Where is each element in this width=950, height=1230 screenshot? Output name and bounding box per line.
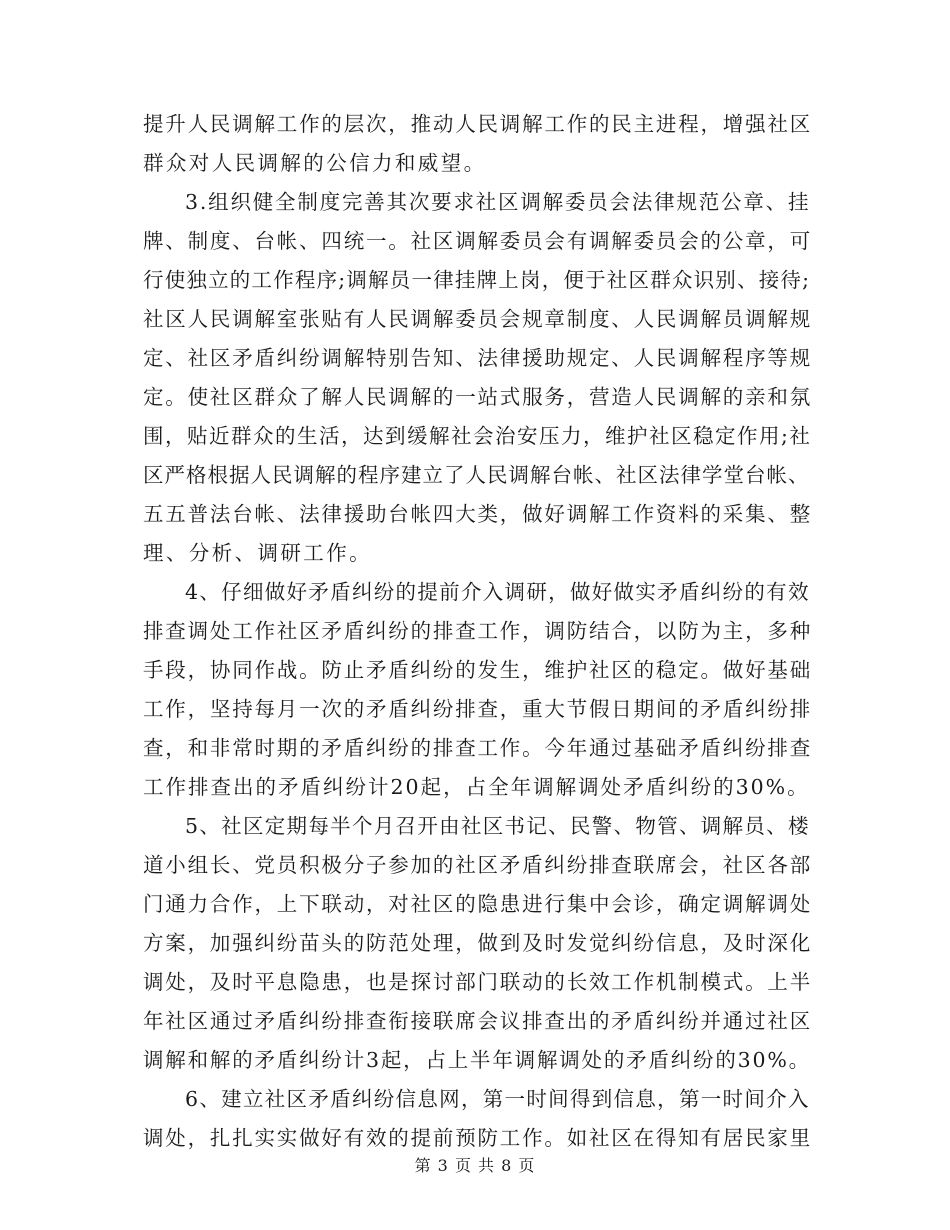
text-line: 工作，坚持每月一次的矛盾纠纷排查，重大节假日期间的矛盾纠纷排 xyxy=(143,697,812,721)
text-line: 6、建立社区矛盾纠纷信息网，第一时间得到信息，第一时间介入 xyxy=(185,1087,810,1111)
text-line: 社区人民调解室张贴有人民调解委员会规章制度、人民调解员调解规 xyxy=(143,307,812,331)
text-line: 方案，加强纠纷苗头的防范处理，做到及时发觉纠纷信息，及时深化 xyxy=(143,931,812,955)
text-line: 行使独立的工作程序;调解员一律挂牌上岗，便于社区群众识别、接待; xyxy=(143,268,811,292)
text-line: 调处，及时平息隐患，也是探讨部门联动的长效工作机制模式。上半 xyxy=(143,970,812,994)
text-line: 排查调处工作社区矛盾纠纷的排查工作，调防结合，以防为主，多种 xyxy=(143,619,812,643)
text-line: 调处，扎扎实实做好有效的提前预防工作。如社区在得知有居民家里 xyxy=(143,1126,812,1150)
text-line: 理、分析、调研工作。 xyxy=(143,541,372,565)
text-line: 区严格根据人民调解的程序建立了人民调解台帐、社区法律学堂台帐、 xyxy=(143,463,810,487)
text-line: 定。使社区群众了解人民调解的一站式服务，营造人民调解的亲和氛 xyxy=(143,385,812,409)
text-line: 牌、制度、台帐、四统一。社区调解委员会有调解委员会的公章，可 xyxy=(143,229,812,253)
text-line: 4、仔细做好矛盾纠纷的提前介入调研，做好做实矛盾纠纷的有效 xyxy=(185,580,810,604)
text-line: 工作排查出的矛盾纠纷计20起，占全年调解调处矛盾纠纷的30%。 xyxy=(143,775,810,799)
text-line: 道小组长、党员积极分子参加的社区矛盾纠纷排查联席会，社区各部 xyxy=(143,853,812,877)
text-line: 五五普法台帐、法律援助台帐四大类，做好调解工作资料的采集、整 xyxy=(143,502,812,526)
text-line: 5、社区定期每半个月召开由社区书记、民警、物管、调解员、楼 xyxy=(185,814,810,838)
text-line: 提升人民调解工作的层次，推动人民调解工作的民主进程，增强社区 xyxy=(143,112,812,136)
text-line: 3.组织健全制度完善其次要求社区调解委员会法律规范公章、挂 xyxy=(185,190,811,214)
text-line: 年社区通过矛盾纠纷排查衔接联席会议排查出的矛盾纠纷并通过社区 xyxy=(143,1009,812,1033)
text-line: 围，贴近群众的生活，达到缓解社会治安压力，维护社区稳定作用;社 xyxy=(143,424,812,448)
text-line: 门通力合作，上下联动，对社区的隐患进行集中会诊，确定调解调处 xyxy=(143,892,812,916)
text-line: 查，和非常时期的矛盾纠纷的排查工作。今年通过基础矛盾纠纷排查 xyxy=(143,736,812,760)
text-line: 手段，协同作战。防止矛盾纠纷的发生，维护社区的稳定。做好基础 xyxy=(143,658,812,682)
text-line: 调解和解的矛盾纠纷计3起，占上半年调解调处的矛盾纠纷的30%。 xyxy=(143,1048,811,1072)
page-number-footer: 第 3 页 共 8 页 xyxy=(414,1156,536,1175)
text-line: 定、社区矛盾纠纷调解特别告知、法律援助规定、人民调解程序等规 xyxy=(143,346,812,370)
text-line: 群众对人民调解的公信力和威望。 xyxy=(143,151,487,175)
